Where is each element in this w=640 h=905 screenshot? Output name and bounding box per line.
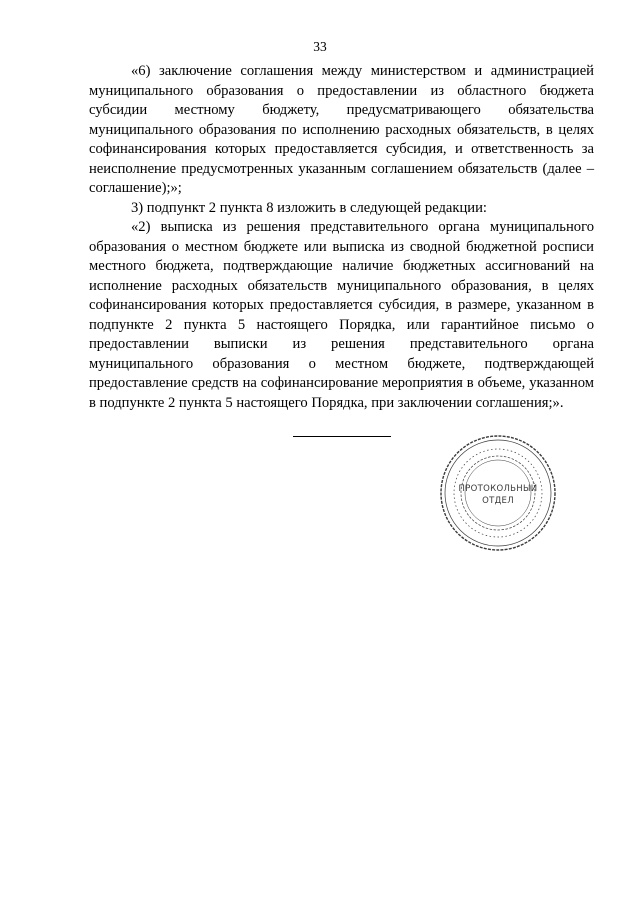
paragraph-subclause-2: «2) выписка из решения представительного органа муниципального образования о местном бюджете или выписка из сводной бюджетной росписи местного бюджета, подтверждающие наличие бюджетных ассигнований на исполнение расходных обязательств муниципального образования, в целях софинансирования которых предоставляется субсидия, в размере, указанном в подпункте 2 пункта 5 настоящего Порядка, или гарантийное письмо о предоставлении выписки из решения представительного органа муниципального образования о местном бюджете, подтверждающей предоставление средств на софинансирование мероприятия в объеме, указанном в подпункте 2 пункта 5 настоящего Порядка, при заключении соглашения;». xyxy=(89,219,594,411)
paragraph-subclause-6: «6) заключение соглашения между министерством и администрацией муниципального образования о предоставлении из областного бюджета субсидии местному бюджету, предусматривающего обязательства муниципального образования по исполнению расходных обязательств, в целях софинансирования которых предоставляется субсидия, и ответственность за неисполнение предусмотренных указанным соглашением обязательств (далее – соглашение);»; xyxy=(89,63,594,196)
stamp-graphic xyxy=(439,434,557,552)
page-number: 33 xyxy=(313,39,327,54)
paragraph-amendment-3: 3) подпункт 2 пункта 8 изложить в следующей редакции: xyxy=(131,199,487,216)
document-body xyxy=(89,62,594,413)
end-separator-line xyxy=(293,436,391,437)
official-stamp xyxy=(439,434,557,552)
stamp-text-line1: ПРОТОКОЛЬНЫЙ xyxy=(458,484,538,494)
stamp-text-line2: ОТДЕЛ xyxy=(482,496,514,506)
